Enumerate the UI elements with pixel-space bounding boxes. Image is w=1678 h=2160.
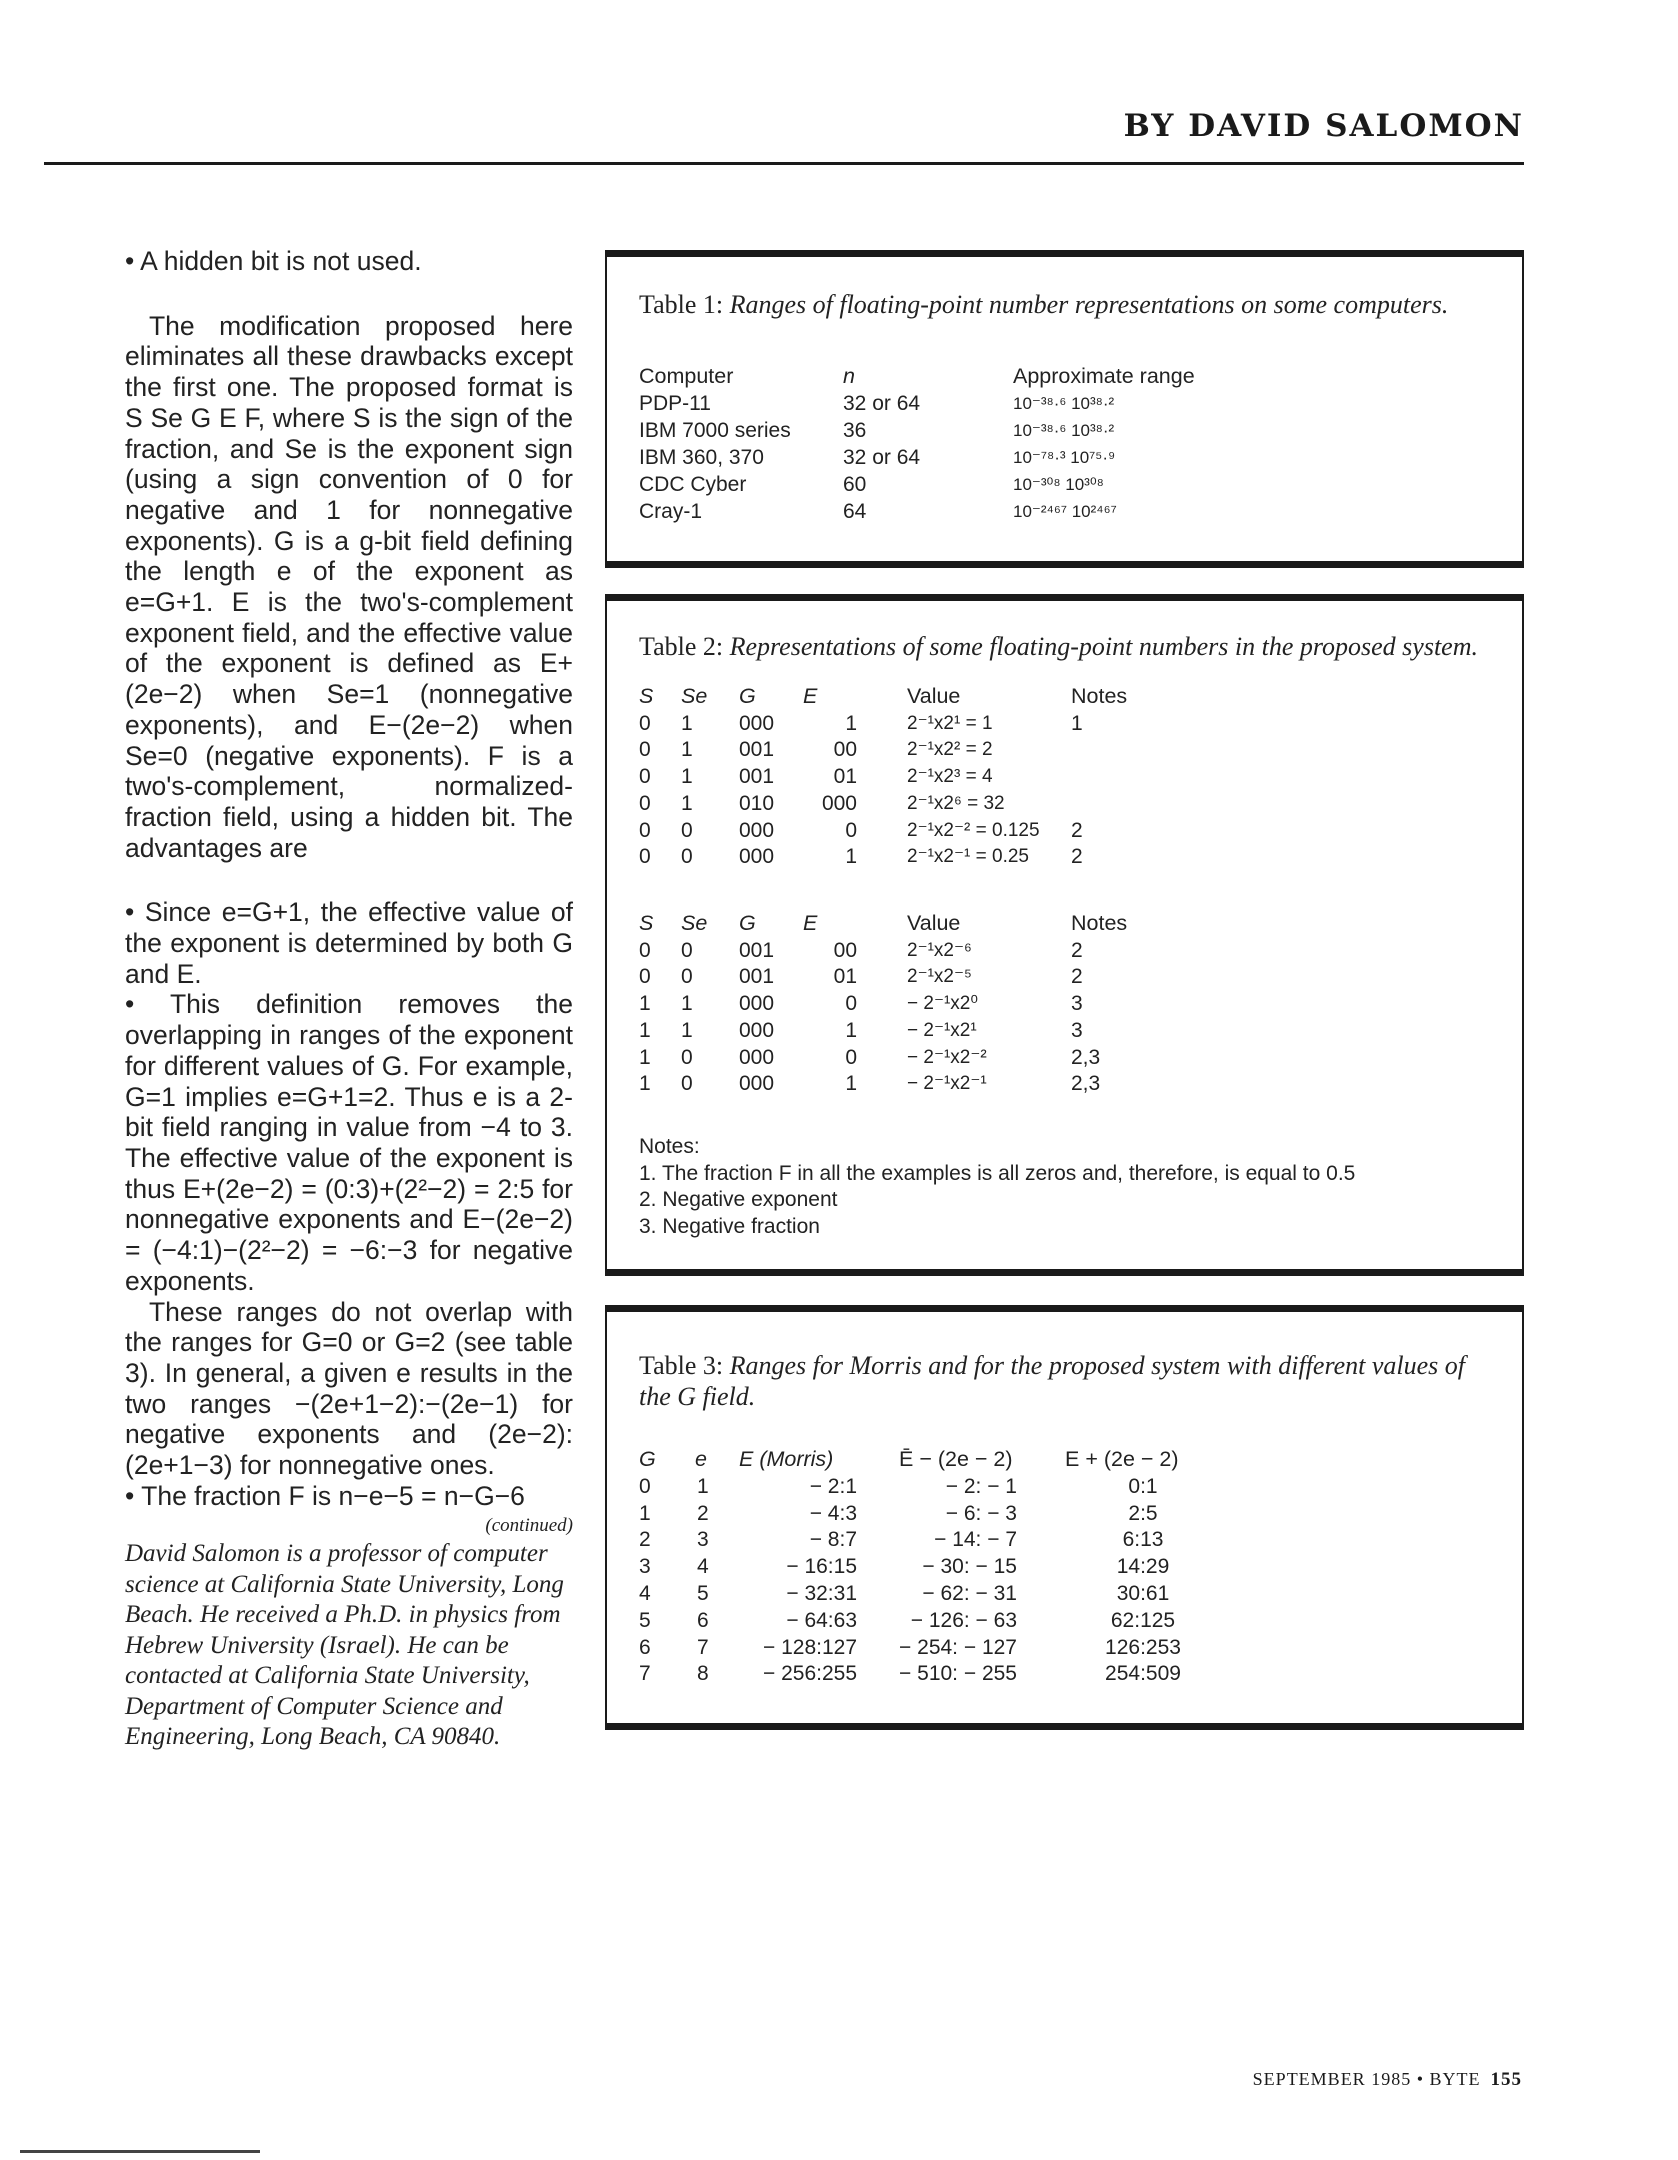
table-2-cell: 2⁻¹x2² = 2 bbox=[907, 739, 993, 761]
table-3-cell: − 2:1 bbox=[809, 1474, 857, 1498]
table-3-header: G bbox=[639, 1447, 656, 1471]
table-2-header: Value bbox=[907, 684, 961, 708]
table-2-cell: 2,3 bbox=[1071, 1072, 1101, 1096]
table-2-cell: 3 bbox=[1071, 992, 1083, 1016]
table-2-cell: 000 bbox=[739, 1072, 775, 1096]
table-2-header: Se bbox=[681, 684, 708, 708]
table-3-cell: − 32:31 bbox=[786, 1582, 857, 1605]
table-2-cell: 000 bbox=[739, 992, 775, 1016]
table-2-cell: 0 bbox=[681, 818, 693, 842]
table-2-cell: 001 bbox=[739, 765, 775, 789]
table-2-cell: 0 bbox=[639, 965, 651, 989]
bullet-effective-value: • Since e=G+1, the effective value of the exponent is determined by both G and E. bbox=[125, 897, 573, 989]
table-1-header: n bbox=[843, 364, 855, 388]
table-1-cell: 10⁻³⁰⁸ 10³⁰⁸ bbox=[1013, 475, 1104, 494]
table-1-cell: 36 bbox=[843, 419, 867, 442]
table-2-cell: 2⁻¹x2⁶ = 32 bbox=[907, 792, 1005, 814]
table-2-cell: 01 bbox=[833, 765, 857, 789]
table-3-header: E + (2e − 2) bbox=[1065, 1447, 1179, 1471]
table-3-caption: Table 3: Ranges for Morris and for the proposed system with different values of the G field. bbox=[639, 1351, 1466, 1411]
table-2-cell: 0 bbox=[681, 938, 693, 962]
note-2: 2. Negative exponent bbox=[639, 1188, 838, 1211]
table-1-cell: 64 bbox=[843, 500, 867, 523]
table-3-cell: 30:61 bbox=[1116, 1582, 1170, 1605]
table-2-cell: 000 bbox=[739, 1045, 775, 1069]
table-2-cell: 0 bbox=[639, 711, 651, 735]
table-2-header: Notes bbox=[1071, 684, 1128, 708]
table-1-cell: 10⁻²⁴⁶⁷ 10²⁴⁶⁷ bbox=[1013, 502, 1117, 521]
table-2-cell: 1 bbox=[639, 1045, 651, 1069]
table-2-header: S bbox=[639, 684, 654, 708]
table-2-header: Se bbox=[681, 911, 708, 935]
table-2-cell: 2⁻¹x2³ = 4 bbox=[907, 766, 993, 788]
table-2-cell: 1 bbox=[681, 992, 693, 1016]
table-3-cell: − 128:127 bbox=[762, 1635, 857, 1659]
table-3-cell: 5 bbox=[697, 1582, 709, 1605]
table-2-cell: 01 bbox=[833, 965, 857, 989]
table-1-header: Computer bbox=[639, 364, 734, 388]
table-2-cell: 2 bbox=[1071, 818, 1083, 842]
table-3-cell: − 14: − 7 bbox=[934, 1528, 1017, 1552]
table-2-header: S bbox=[639, 911, 654, 935]
table-3-cell: − 254: − 127 bbox=[899, 1635, 1017, 1659]
table-3-cell: 2 bbox=[697, 1501, 709, 1525]
table-2-cell: 0 bbox=[845, 1045, 857, 1069]
table-2-cell: 000 bbox=[739, 818, 775, 842]
table-2-cell: 0 bbox=[681, 965, 693, 989]
table-2-header: Value bbox=[907, 911, 961, 935]
table-3-cell: − 2: − 1 bbox=[945, 1474, 1017, 1498]
table-1-cell: 10⁻⁷⁸·³ 10⁷⁵·⁹ bbox=[1013, 448, 1116, 467]
table-3-cell: − 256:255 bbox=[762, 1662, 857, 1686]
table-3-cell: 1 bbox=[697, 1474, 709, 1498]
scan-edge-line bbox=[20, 2150, 260, 2153]
table-2-cell: − 2⁻¹x2¹ bbox=[907, 1019, 977, 1041]
table-3-cell: 2:5 bbox=[1128, 1501, 1158, 1525]
page-footer bbox=[1180, 2069, 1522, 2091]
table-1-cell: CDC Cyber bbox=[639, 473, 747, 496]
table-2-cell: 001 bbox=[739, 938, 775, 962]
table-3-cell: 6:13 bbox=[1122, 1528, 1164, 1552]
table-3-cell: 8 bbox=[697, 1662, 709, 1686]
note-3: 3. Negative fraction bbox=[639, 1214, 820, 1238]
table-2-cell: 0 bbox=[639, 938, 651, 962]
table-1-cell: IBM 360, 370 bbox=[639, 446, 764, 469]
table-3-cell: 4 bbox=[697, 1555, 709, 1579]
table-2-cell: 1 bbox=[639, 1072, 651, 1096]
table-2-cell: 2 bbox=[1071, 845, 1083, 869]
table-2-cell: 2⁻¹x2⁻² = 0.125 bbox=[907, 819, 1040, 841]
table-3-header: E (Morris) bbox=[739, 1447, 834, 1471]
notes-title: Notes: bbox=[639, 1135, 700, 1158]
table-2-cell: 0 bbox=[681, 845, 693, 869]
table-2-cell: 1 bbox=[639, 1018, 651, 1042]
table-1-cell: 10⁻³⁸·⁶ 10³⁸·² bbox=[1013, 421, 1115, 440]
table-2-cell: 0 bbox=[639, 765, 651, 789]
table-2-header: E bbox=[803, 911, 818, 935]
table-3-cell: 6 bbox=[639, 1635, 651, 1659]
table-2-cell: 010 bbox=[739, 791, 775, 815]
table-2-cell: 0 bbox=[639, 738, 651, 762]
table-3-cell: 4 bbox=[639, 1582, 651, 1605]
table-2-cell: 000 bbox=[739, 1018, 775, 1042]
table-2-cell: 1 bbox=[681, 738, 693, 762]
table-3-cell: 3 bbox=[697, 1528, 709, 1552]
table-2-cell: 1 bbox=[639, 992, 651, 1016]
table-3-cell: 0 bbox=[639, 1474, 651, 1498]
bullet-fraction: • The fraction F is n−e−5 = n−G−6 bbox=[125, 1480, 525, 1511]
table-3-cell: 1 bbox=[639, 1501, 651, 1525]
bullet-overlap: • This definition removes the overlapping in ranges of the exponent for different values of G. For example, G=1 implies e=G+1=2. Thus e is a 2-bit field ranging in value from −4 to 3. The effective value of the exponent is thus E+(2e−2) = (0:3)+(2²−2) = 2:5 for nonnegative exponents and E−(2e−2) = (−4:1)−(2²−2) = −6:−3 for negative exponents. bbox=[125, 989, 573, 1296]
table-2-cell: 1 bbox=[681, 1018, 693, 1042]
table-2-cell: 000 bbox=[739, 845, 775, 869]
table-2-cell: 1 bbox=[845, 711, 857, 735]
table-1-cell: 60 bbox=[843, 473, 867, 496]
article-column bbox=[125, 246, 573, 1753]
table-2-header: G bbox=[739, 911, 756, 935]
paragraph-ranges: These ranges do not overlap with the ranges for G=0 or G=2 (see table 3). In general, a given e results in the two ranges −(2e+1−2):−(2e−1) for negative exponents and (2e−2):(2e+1−3) for nonnegative ones. bbox=[125, 1296, 573, 1481]
table-3-cell: 7 bbox=[697, 1635, 709, 1659]
table-1-caption: Table 1: Ranges of floating-point number representations on some computers. bbox=[639, 290, 1449, 319]
table-2-cell: 2 bbox=[1071, 938, 1083, 962]
table-3-cell: 14:29 bbox=[1116, 1555, 1170, 1579]
table-2-cell: 0 bbox=[639, 845, 651, 869]
table-2-cell: 000 bbox=[739, 711, 775, 735]
table-2-cell: 0 bbox=[639, 791, 651, 815]
table-3-cell: − 62: − 31 bbox=[922, 1582, 1017, 1605]
table-2-cell: 0 bbox=[845, 818, 857, 842]
table-3-cell: 7 bbox=[639, 1662, 651, 1686]
issue-line: SEPTEMBER 1985 • BYTE bbox=[1252, 2069, 1481, 2089]
table-3-cell: − 16:15 bbox=[786, 1555, 857, 1579]
table-3-header: e bbox=[695, 1447, 707, 1471]
table-2-cell: 1 bbox=[681, 765, 693, 789]
table-2-cell: 1 bbox=[681, 791, 693, 815]
table-2-cell: 2⁻¹x2⁻⁵ bbox=[907, 966, 972, 988]
table-3-cell: 254:509 bbox=[1105, 1662, 1181, 1686]
table-1-cell: 32 or 64 bbox=[843, 392, 921, 415]
table-1-cell: Cray-1 bbox=[639, 500, 703, 523]
table-2-caption: Table 2: Representations of some floating-point numbers in the proposed system. bbox=[639, 632, 1478, 661]
table-2-cell: 1 bbox=[845, 1072, 857, 1096]
table-2-cell: 1 bbox=[1071, 711, 1083, 735]
continued-note: (continued) bbox=[485, 1515, 573, 1537]
table-1 bbox=[605, 250, 1524, 568]
table-2-cell: 1 bbox=[845, 845, 857, 869]
table-3 bbox=[605, 1305, 1524, 1730]
table-2-cell: 2⁻¹x2¹ = 1 bbox=[907, 712, 993, 734]
table-2-cell: − 2⁻¹x2⁰ bbox=[907, 993, 978, 1015]
table-3-cell: 2 bbox=[639, 1528, 651, 1552]
table-3-cell: 3 bbox=[639, 1555, 651, 1579]
table-2-cell: 0 bbox=[845, 992, 857, 1016]
table-2-cell: − 2⁻¹x2⁻² bbox=[907, 1046, 987, 1068]
table-2-header: Notes bbox=[1071, 911, 1128, 935]
table-3-cell: − 126: − 63 bbox=[910, 1608, 1017, 1632]
table-2-cell: 2⁻¹x2⁻¹ = 0.25 bbox=[907, 846, 1029, 868]
table-3-cell: − 510: − 255 bbox=[899, 1662, 1017, 1686]
table-2-cell: 000 bbox=[821, 791, 857, 815]
table-2-cell: 3 bbox=[1071, 1018, 1083, 1042]
table-2-cell: 1 bbox=[681, 711, 693, 735]
table-3-header: Ē − (2e − 2) bbox=[899, 1447, 1013, 1471]
table-2-cell: 0 bbox=[681, 1045, 693, 1069]
table-2-header: E bbox=[803, 684, 818, 708]
table-2-cell: 1 bbox=[845, 1018, 857, 1042]
page-number: 155 bbox=[1490, 2069, 1522, 2090]
table-3-cell: − 6: − 3 bbox=[945, 1501, 1017, 1525]
table-2-cell: 001 bbox=[739, 965, 775, 989]
table-3-cell: − 64:63 bbox=[786, 1608, 857, 1632]
table-3-cell: 126:253 bbox=[1105, 1635, 1181, 1659]
page-header bbox=[44, 108, 1524, 165]
table-3-cell: 0:1 bbox=[1128, 1474, 1158, 1498]
byline: BY DAVID SALOMON bbox=[1123, 108, 1524, 144]
table-1-header: Approximate range bbox=[1013, 364, 1195, 388]
table-3-cell: − 4:3 bbox=[809, 1501, 857, 1525]
table-2-cell: 2⁻¹x2⁻⁶ bbox=[907, 939, 972, 961]
table-1-cell: IBM 7000 series bbox=[639, 419, 791, 442]
table-2-header: G bbox=[739, 684, 756, 708]
table-3-cell: 6 bbox=[697, 1608, 709, 1632]
table-2-cell: 0 bbox=[639, 818, 651, 842]
table-2-cell: 00 bbox=[833, 938, 857, 962]
table-3-cell: 62:125 bbox=[1110, 1608, 1176, 1632]
note-1: 1. The fraction F in all the examples is all zeros and, therefore, is equal to 0.5 bbox=[639, 1161, 1356, 1185]
bullet-hidden-bit: • A hidden bit is not used. bbox=[125, 246, 422, 276]
table-2-cell: 001 bbox=[739, 738, 775, 762]
table-3-cell: − 30: − 15 bbox=[922, 1555, 1017, 1579]
table-1-cell: PDP-11 bbox=[639, 392, 711, 415]
table-2-cell: 2 bbox=[1071, 965, 1083, 989]
table-2-cell: − 2⁻¹x2⁻¹ bbox=[907, 1073, 987, 1095]
table-2 bbox=[605, 594, 1524, 1276]
table-2-notes bbox=[639, 1134, 1355, 1240]
table-1-cell: 10⁻³⁸·⁶ 10³⁸·² bbox=[1013, 394, 1115, 413]
paragraph-format: The modification proposed here eliminates all these drawbacks except the first one. The proposed format is S Se G E F, where S is the sign of the fraction, and Se is the exponent sign (using a sign convention of 0 for negative and 1 for nonnegative exponents). G is a g-bit field defining the length e of the exponent as e=G+1. E is the two's-complement exponent field, and the effective value of the exponent is defined as E+(2e−2) when Se=1 (nonnegative exponents), and E−(2e−2) when Se=0 (negative exponents). F is a two's-complement, normalized-fraction field, using a hidden bit. The advantages are bbox=[125, 310, 573, 863]
table-1-cell: 32 or 64 bbox=[843, 446, 921, 469]
table-3-cell: − 8:7 bbox=[809, 1528, 857, 1552]
table-3-cell: 5 bbox=[639, 1608, 651, 1632]
table-2-cell: 0 bbox=[681, 1072, 693, 1096]
author-bio: David Salomon is a professor of computer science at California State University, Long Beach. He received a Ph.D. in physics from Hebrew University (Israel). He can be contacted at California State University, Department of Computer Science and Engineering, Long Beach, CA 90840. bbox=[125, 1540, 564, 1751]
table-2-cell: 2,3 bbox=[1071, 1045, 1101, 1069]
table-2-cell: 00 bbox=[833, 738, 857, 762]
